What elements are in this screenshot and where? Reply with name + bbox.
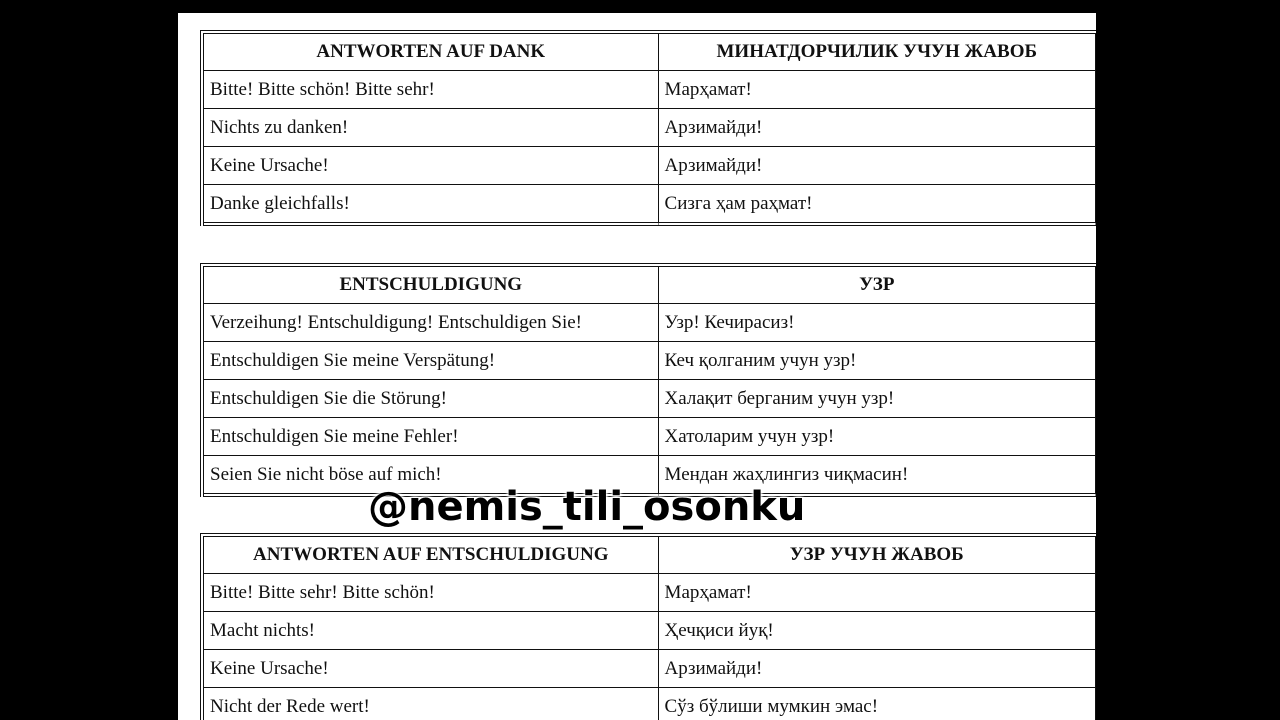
uzbek-translation: Арзимайди!: [659, 109, 1096, 147]
column-header-german: ANTWORTEN AUF DANK: [204, 34, 659, 71]
german-phrase: Entschuldigen Sie meine Fehler!: [204, 418, 659, 456]
column-header-uzbek: МИНАТДОРЧИЛИК УЧУН ЖАВОБ: [659, 34, 1096, 71]
uzbek-translation: Сўз бўлиши мумкин эмас!: [659, 688, 1096, 720]
german-phrase: Seien Sie nicht böse auf mich!: [204, 456, 659, 497]
uzbek-translation: Мендан жаҳлингиз чиқмасин!: [659, 456, 1096, 497]
german-phrase: Nichts zu danken!: [204, 109, 659, 147]
table-row: [204, 650, 1096, 688]
thanks-replies-table: [200, 30, 1096, 226]
apology-replies-table: [200, 533, 1096, 720]
apology-table: [200, 263, 1096, 497]
german-phrase: Danke gleichfalls!: [204, 185, 659, 226]
uzbek-translation: Марҳамат!: [659, 71, 1096, 109]
uzbek-translation: Арзимайди!: [659, 147, 1096, 185]
german-phrase: Macht nichts!: [204, 612, 659, 650]
german-phrase: Bitte! Bitte sehr! Bitte schön!: [204, 574, 659, 612]
uzbek-translation: Кеч қолганим учун узр!: [659, 342, 1096, 380]
uzbek-translation: Марҳамат!: [659, 574, 1096, 612]
column-header-uzbek: УЗР УЧУН ЖАВОБ: [659, 537, 1096, 574]
column-header-german: ANTWORTEN AUF ENTSCHULDIGUNG: [204, 537, 659, 574]
uzbek-translation: Халақит берганим учун узр!: [659, 380, 1096, 418]
german-phrase: Bitte! Bitte schön! Bitte sehr!: [204, 71, 659, 109]
table-row: [204, 342, 1096, 380]
uzbek-translation: Ҳечқиси йуқ!: [659, 612, 1096, 650]
table-header-row: [204, 537, 1096, 574]
column-header-german: ENTSCHULDIGUNG: [204, 267, 659, 304]
table-row: [204, 71, 1096, 109]
table-row: [204, 185, 1096, 226]
table-header-row: [204, 34, 1096, 71]
document-page: [178, 13, 1096, 720]
table-row: [204, 304, 1096, 342]
uzbek-translation: Узр! Кечирасиз!: [659, 304, 1096, 342]
uzbek-translation: Сизга ҳам раҳмат!: [659, 185, 1096, 226]
german-phrase: Entschuldigen Sie meine Verspätung!: [204, 342, 659, 380]
table-row: [204, 109, 1096, 147]
table-row: [204, 612, 1096, 650]
watermark-handle: @nemis_tili_osonku: [368, 484, 806, 530]
column-header-uzbek: УЗР: [659, 267, 1096, 304]
german-phrase: Keine Ursache!: [204, 650, 659, 688]
german-phrase: Keine Ursache!: [204, 147, 659, 185]
table-row: [204, 380, 1096, 418]
german-phrase: Verzeihung! Entschuldigung! Entschuldigen Sie!: [204, 304, 659, 342]
table-row: [204, 574, 1096, 612]
uzbek-translation: Арзимайди!: [659, 650, 1096, 688]
table-row: [204, 147, 1096, 185]
table-row: [204, 418, 1096, 456]
table-header-row: [204, 267, 1096, 304]
german-phrase: Nicht der Rede wert!: [204, 688, 659, 720]
uzbek-translation: Хатоларим учун узр!: [659, 418, 1096, 456]
german-phrase: Entschuldigen Sie die Störung!: [204, 380, 659, 418]
table-row: [204, 688, 1096, 720]
